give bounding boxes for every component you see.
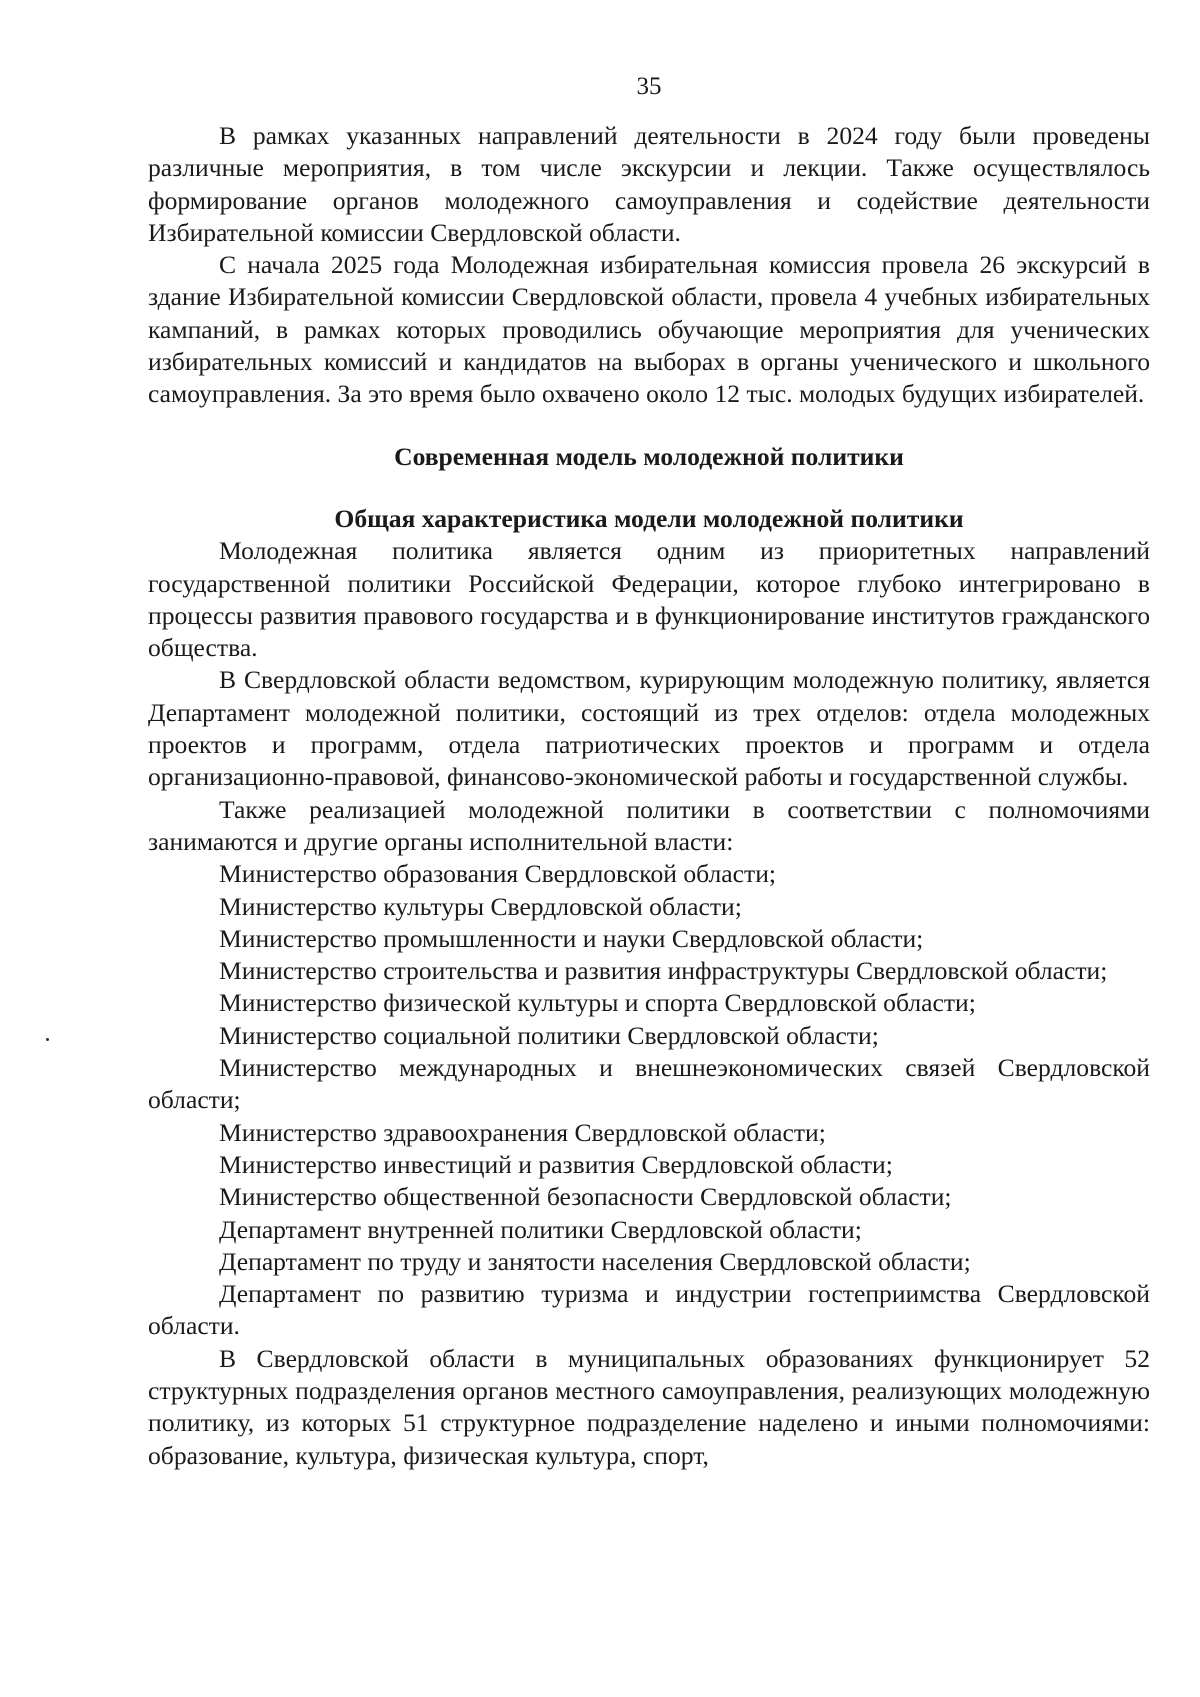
agency-item: Департамент по развитию туризма и индустрии гостеприимства Свердловской области. <box>148 1279 1150 1341</box>
paragraph-youth-policy-priority: Молодежная политика является одним из приоритетных направлений государственной политики Российской Федерации, которое глубоко интегрировано в процессы развития правового государства и в функционирование институтов гражданского общества. <box>148 536 1150 663</box>
paragraph-other-authorities: Также реализацией молодежной политики в соответствии с полномочиями занимаются и другие органы исполнительной власти: <box>148 794 1150 856</box>
agency-item: Министерство культуры Свердловской области; <box>219 891 742 921</box>
agency-list <box>148 858 1150 1342</box>
paragraph-activities-2024: В рамках указанных направлений деятельности в 2024 году были проведены различные мероприятия, в том числе экскурсии и лекции. Также осуществлялось формирование органов молодежного самоуправления и содействие деятельности Избирательной комиссии Свердловской области. <box>148 121 1150 247</box>
agency-item: Министерство общественной безопасности Свердловской области; <box>219 1182 952 1212</box>
agency-item: Министерство промышленности и науки Свердловской области; <box>219 923 924 953</box>
paragraph-municipal-units: В Свердловской области в муниципальных образованиях функционирует 52 структурных подразделения органов местного самоуправления, реализующих молодежную политику, из которых 51 структурное подразделение наделено и иными полномочиями: образование, культура, физическая культура, спорт, <box>148 1343 1150 1470</box>
scan-speck <box>46 1038 49 1041</box>
paragraph-election-commission-2025: С начала 2025 года Молодежная избирательная комиссия провела 26 экскурсий в здание Избирательной комиссии Свердловской области, провела 4 учебных избирательных кампаний, в рамках которых проводились обучающие мероприятия для ученических избирательных комиссий и кандидатов на выборах в органы ученического и школьного самоуправления. За это время было охвачено около 12 тыс. молодых будущих избирателей. <box>148 250 1150 409</box>
document-body <box>148 120 1150 1472</box>
agency-item: Министерство здравоохранения Свердловской области; <box>219 1117 826 1147</box>
agency-item: Министерство физической культуры и спорта Свердловской области; <box>219 988 976 1018</box>
agency-item: Министерство социальной политики Свердловской области; <box>219 1020 879 1050</box>
paragraph-youth-department: В Свердловской области ведомством, курирующим молодежную политику, является Департамент молодежной политики, состоящий из трех отделов: отдела молодежных проектов и программ, отдела патриотических проектов и программ и отдела организационно-правовой, финансово-экономической работы и государственной службы. <box>148 665 1150 792</box>
agency-item: Министерство образования Свердловской области; <box>219 859 777 889</box>
agency-item: Министерство инвестиций и развития Свердловской области; <box>219 1149 893 1179</box>
subsection-heading: Общая характеристика модели молодежной политики <box>334 503 964 533</box>
page-number: 35 <box>636 73 662 100</box>
agency-item: Департамент по труду и занятости населения Свердловской области; <box>219 1246 971 1276</box>
agency-item: Департамент внутренней политики Свердловской области; <box>219 1214 862 1244</box>
section-heading: Современная модель молодежной политики <box>394 441 904 471</box>
agency-item: Министерство международных и внешнеэкономических связей Свердловской области; <box>148 1053 1150 1115</box>
agency-item: Министерство строительства и развития инфраструктуры Свердловской области; <box>219 956 1108 986</box>
